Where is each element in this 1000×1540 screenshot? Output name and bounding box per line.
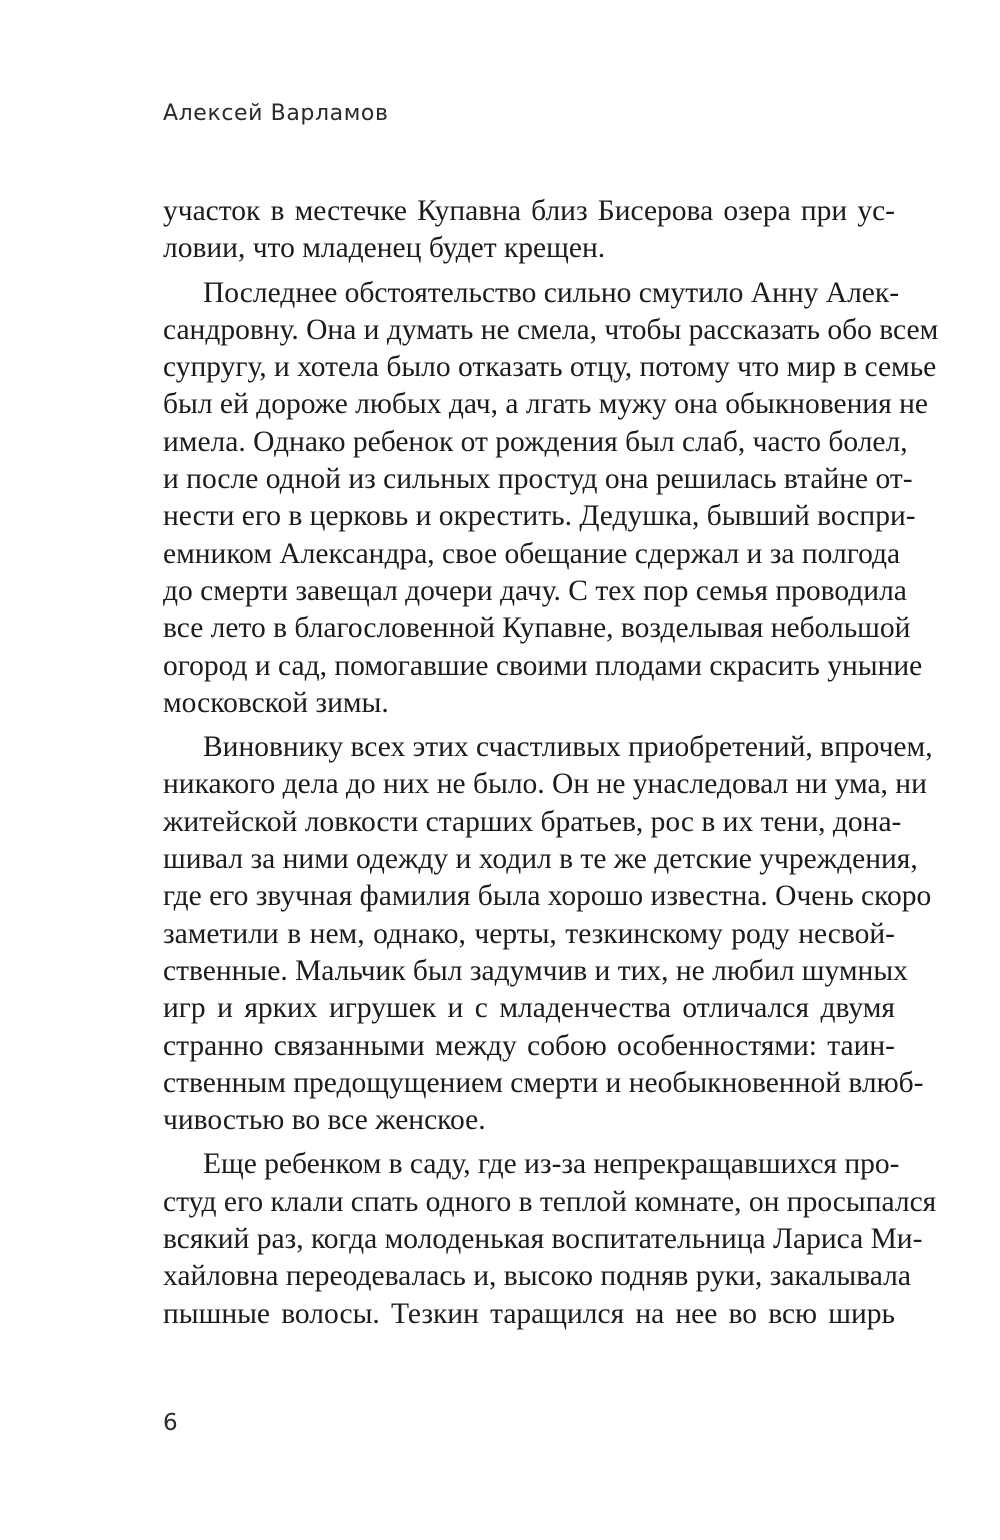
text-line: странно связанными между собою особенностями: таин- (163, 1029, 895, 1062)
paragraph (163, 729, 933, 1139)
text-line: чивостью во все женское. (163, 1104, 486, 1137)
text-line: ственные. Мальчик был задумчив и тих, не любил шумных (163, 954, 908, 987)
text-line: пышные волосы. Тезкин таращился на нее во всю ширь (163, 1297, 895, 1330)
text-line: нести его в церковь и окрестить. Дедушка, бывший воспри- (163, 500, 916, 533)
text-line: Виновнику всех этих счастливых приобретений, впрочем, (203, 731, 933, 764)
text-line: Последнее обстоятельство сильно смутило Анну Алек- (203, 276, 900, 309)
text-line: и после одной из сильных простуд она решилась втайне от- (163, 463, 913, 496)
text-line: всякий раз, когда молоденькая воспитательница Лариса Ми- (163, 1223, 923, 1256)
paragraph (163, 1146, 937, 1332)
text-line: ловии, что младенец будет крещен. (163, 232, 606, 265)
paragraph (163, 193, 895, 268)
running-head-author: Алексей Варламов (163, 101, 389, 126)
text-line: игр и ярких игрушек и с младенчества отличался двумя (163, 992, 895, 1025)
text-line: студ его клали спать одного в теплой комнате, он просыпался (163, 1185, 937, 1218)
text-line: заметили в нем, однако, черты, тезкинскому роду несвой- (163, 917, 895, 950)
text-line: Еще ребенком в саду, где из-за непрекращавшихся про- (203, 1148, 900, 1181)
text-line: все лето в благословенной Купавне, возделывая небольшой (163, 612, 911, 645)
page-number: 6 (163, 1410, 178, 1436)
text-line: житейской ловкости старших братьев, рос в их тени, дона- (163, 805, 902, 838)
text-line: имела. Однако ребенок от рождения был слаб, часто болел, (163, 425, 908, 458)
text-line: до смерти завещал дочери дачу. С тех пор семья проводила (163, 574, 907, 607)
body-text (163, 193, 939, 1340)
text-line: сандровну. Она и думать не смела, чтобы рассказать обо всем (163, 313, 939, 346)
text-line: где его звучная фамилия была хорошо известна. Очень скоро (163, 880, 932, 913)
text-line: супругу, и хотела было отказать отцу, потому что мир в семье (163, 351, 937, 384)
text-line: московской зимы. (163, 686, 389, 719)
text-line: огород и сад, помогавшие своими плодами скрасить уныние (163, 649, 923, 682)
text-line: никакого дела до них не было. Он не унаследовал ни ума, ни (163, 768, 927, 801)
text-line: емником Александра, свое обещание сдержал и за полгода (163, 537, 901, 570)
text-line: участок в местечке Купавна близ Бисерова озера при ус- (163, 195, 895, 227)
text-line: хайловна переодевалась и, высоко подняв руки, закалывала (163, 1260, 911, 1293)
text-line: ственным предощущением смерти и необыкновенной влюб- (163, 1066, 924, 1099)
paragraph (163, 275, 939, 723)
text-line: был ей дороже любых дач, а лгать мужу она обыкновения не (163, 388, 928, 421)
text-line: шивал за ними одежду и ходил в те же детские учреждения, (163, 843, 918, 876)
